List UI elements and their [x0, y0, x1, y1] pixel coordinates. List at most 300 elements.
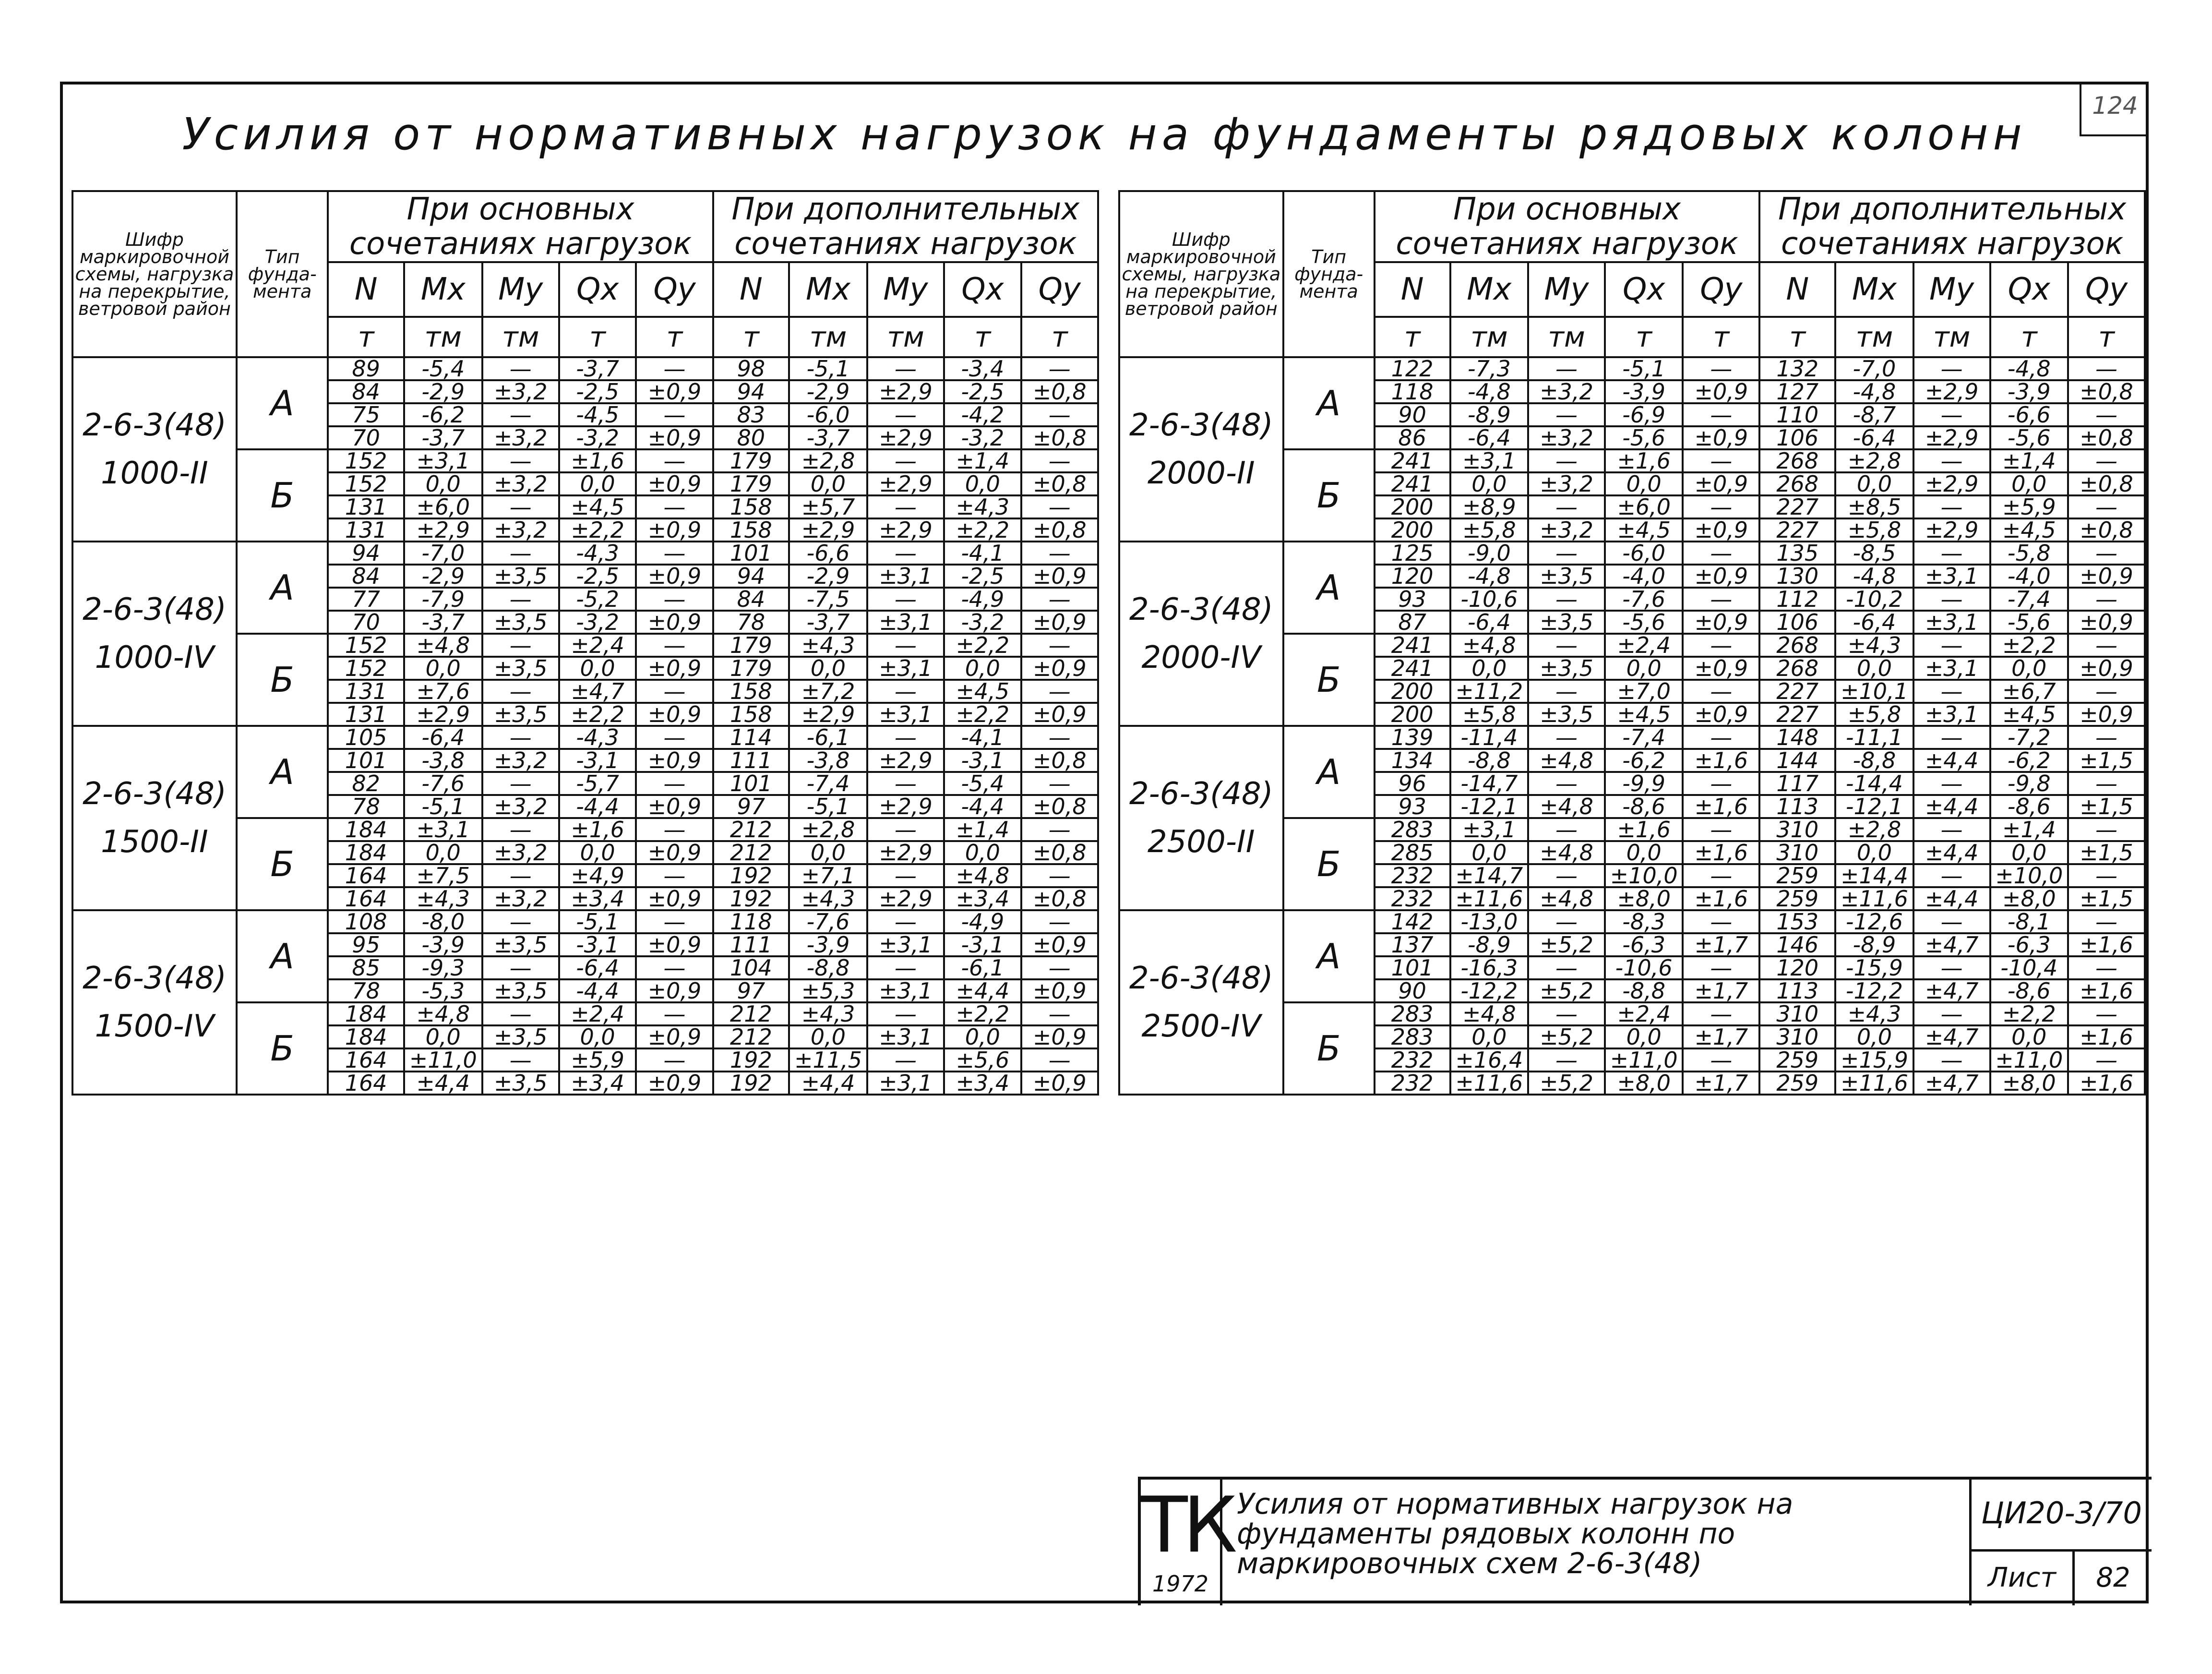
value-cell: -7,9 [404, 588, 482, 611]
unit-header: т [2068, 317, 2145, 357]
value-cell: 120 [1759, 956, 1835, 979]
value-cell: ±2,8 [1835, 449, 1913, 472]
value-cell: — [1021, 634, 1098, 657]
value-cell: ±1,5 [2068, 841, 2145, 864]
foundation-type-cell: А [237, 910, 328, 1002]
value-cell: 179 [713, 657, 789, 680]
value-cell: ±11,0 [1990, 1048, 2068, 1072]
value-cell: ±6,7 [1990, 680, 2068, 703]
extra-combinations-header: При дополнительных сочетаниях нагрузок [713, 191, 1098, 262]
value-cell: ±0,8 [2068, 472, 2145, 495]
value-cell: ±2,9 [867, 518, 944, 542]
stamp-description: Усилия от нормативных нагрузок на фундаменты рядовых колонн по маркировочных схем 2-6-3(48) [1237, 1487, 1794, 1580]
value-cell: 310 [1759, 818, 1835, 841]
value-cell: 0,0 [789, 1025, 867, 1048]
value-cell: ±2,9 [789, 518, 867, 542]
value-cell: 0,0 [789, 657, 867, 680]
value-cell: -6,3 [1605, 933, 1683, 956]
value-cell: — [867, 956, 944, 979]
sheet-label: Лист [1969, 1552, 2075, 1605]
scheme-code: 2-6-3(48) [83, 776, 227, 812]
value-cell: ±3,1 [867, 1072, 944, 1095]
scheme-load: 2000-II [1147, 456, 1255, 491]
value-cell: ±4,3 [789, 634, 867, 657]
value-cell: ±2,9 [867, 841, 944, 864]
value-cell: ±4,5 [1990, 703, 2068, 726]
value-cell: — [636, 864, 713, 887]
value-cell: ±0,9 [636, 749, 713, 772]
value-cell: — [1528, 357, 1605, 380]
value-cell: ±0,8 [1021, 380, 1098, 403]
value-cell: 0,0 [1450, 657, 1528, 680]
value-cell: 105 [328, 726, 404, 749]
value-cell: — [636, 726, 713, 749]
scheme-load: 2500-II [1147, 824, 1255, 860]
value-cell: ±0,9 [636, 426, 713, 449]
value-cell: — [1021, 726, 1098, 749]
scheme-code: 2-6-3(48) [1129, 592, 1273, 627]
value-cell: ±4,3 [1835, 1002, 1913, 1025]
value-cell: -6,1 [789, 726, 867, 749]
value-cell: -3,8 [404, 749, 482, 772]
value-cell: -7,3 [1450, 357, 1528, 380]
value-cell: — [1528, 956, 1605, 979]
value-cell: — [636, 449, 713, 472]
value-cell: ±4,4 [944, 979, 1021, 1002]
value-cell: ±0,9 [1683, 565, 1759, 588]
value-cell: ±4,7 [1913, 979, 1990, 1002]
value-cell: — [867, 495, 944, 518]
scheme-cell [72, 357, 237, 542]
value-cell: 0,0 [1990, 657, 2068, 680]
value-cell: 106 [1759, 426, 1835, 449]
value-cell: -14,4 [1835, 772, 1913, 795]
value-cell: — [1528, 403, 1605, 426]
value-cell: -7,6 [404, 772, 482, 795]
value-cell: ±0,9 [636, 518, 713, 542]
value-cell: -5,2 [559, 588, 636, 611]
value-cell: -3,9 [404, 933, 482, 956]
value-cell: ±4,3 [404, 887, 482, 910]
foundation-type-cell: А [1283, 910, 1375, 1002]
value-cell: — [482, 1002, 559, 1025]
value-cell: -5,6 [1990, 426, 2068, 449]
value-cell: ±3,1 [867, 933, 944, 956]
value-cell: ±3,5 [482, 565, 559, 588]
value-cell: ±3,2 [482, 518, 559, 542]
value-cell: 70 [328, 426, 404, 449]
value-cell: 241 [1375, 449, 1450, 472]
value-cell: -6,6 [789, 542, 867, 565]
value-cell: 164 [328, 1048, 404, 1072]
header-row-groups [1119, 191, 2145, 262]
value-cell: 232 [1375, 1072, 1450, 1095]
value-cell: 212 [713, 818, 789, 841]
value-cell: ±4,8 [1450, 1002, 1528, 1025]
value-cell: 158 [713, 495, 789, 518]
value-cell: ±11,0 [404, 1048, 482, 1072]
value-cell: ±2,9 [1913, 426, 1990, 449]
value-cell: ±1,6 [1683, 795, 1759, 818]
scheme-code: 2-6-3(48) [1129, 776, 1273, 812]
value-cell: ±0,9 [2068, 565, 2145, 588]
value-cell: — [1528, 1002, 1605, 1025]
value-cell: ±4,5 [1990, 518, 2068, 542]
foundation-type-cell: А [1283, 542, 1375, 634]
symbol-header: My [867, 262, 944, 317]
value-cell: ±11,5 [789, 1048, 867, 1072]
value-cell: ±5,8 [1835, 703, 1913, 726]
value-cell: -4,4 [559, 979, 636, 1002]
value-cell: 97 [713, 795, 789, 818]
scheme-code: 2-6-3(48) [83, 961, 227, 996]
value-cell: 0,0 [559, 841, 636, 864]
scheme-load: 1500-II [101, 824, 208, 860]
symbol-header: Qx [1990, 262, 2068, 317]
value-cell: 112 [1759, 588, 1835, 611]
value-cell: -5,1 [1605, 357, 1683, 380]
value-cell: ±2,2 [944, 518, 1021, 542]
value-cell: 152 [328, 634, 404, 657]
value-cell: — [482, 403, 559, 426]
value-cell: ±1,6 [2068, 1025, 2145, 1048]
value-cell: -16,3 [1450, 956, 1528, 979]
value-cell: 227 [1759, 703, 1835, 726]
value-cell: ±4,3 [944, 495, 1021, 518]
value-cell: — [1528, 910, 1605, 933]
value-cell: -3,1 [944, 749, 1021, 772]
value-cell: — [1683, 726, 1759, 749]
value-cell: -4,9 [944, 910, 1021, 933]
symbol-header: Qy [1683, 262, 1759, 317]
value-cell: -2,5 [559, 380, 636, 403]
value-cell: -11,4 [1450, 726, 1528, 749]
symbol-header: N [1375, 262, 1450, 317]
unit-header: т [944, 317, 1021, 357]
value-cell: 0,0 [1990, 1025, 2068, 1048]
value-cell: ±5,9 [1990, 495, 2068, 518]
value-cell: 93 [1375, 795, 1450, 818]
value-cell: 78 [328, 979, 404, 1002]
value-cell: ±8,9 [1450, 495, 1528, 518]
value-cell: -6,4 [404, 726, 482, 749]
scheme-code: 2-6-3(48) [1129, 408, 1273, 443]
value-cell: — [1683, 1002, 1759, 1025]
scheme-cell [1119, 910, 1283, 1095]
value-cell: -7,4 [789, 772, 867, 795]
value-cell: ±8,0 [1605, 1072, 1683, 1095]
value-cell: ±3,5 [1528, 657, 1605, 680]
value-cell: 0,0 [944, 841, 1021, 864]
value-cell: — [867, 1002, 944, 1025]
unit-header: тм [789, 317, 867, 357]
scheme-load: 1000-IV [95, 640, 215, 675]
value-cell: — [1683, 449, 1759, 472]
value-cell: — [1683, 1048, 1759, 1072]
value-cell: ±3,2 [482, 380, 559, 403]
value-cell: — [2068, 357, 2145, 380]
value-cell: ±0,8 [1021, 426, 1098, 449]
unit-header: тм [1528, 317, 1605, 357]
value-cell: 192 [713, 1072, 789, 1095]
value-cell: 110 [1759, 403, 1835, 426]
value-cell: — [2068, 634, 2145, 657]
unit-header: т [1683, 317, 1759, 357]
value-cell: ±0,9 [1021, 1072, 1098, 1095]
value-cell: ±8,0 [1990, 887, 2068, 910]
value-cell: — [1528, 1048, 1605, 1072]
value-cell: — [1528, 864, 1605, 887]
value-cell: ±4,8 [1528, 887, 1605, 910]
value-cell: -9,9 [1605, 772, 1683, 795]
value-cell: -3,2 [559, 426, 636, 449]
value-cell: — [482, 357, 559, 380]
value-cell: -7,0 [1835, 357, 1913, 380]
unit-header: тм [482, 317, 559, 357]
value-cell: ±4,8 [404, 634, 482, 657]
value-cell: -6,4 [1450, 611, 1528, 634]
unit-header: т [1375, 317, 1450, 357]
value-cell: 212 [713, 1025, 789, 1048]
value-cell: ±1,7 [1683, 1072, 1759, 1095]
value-cell: -5,6 [1605, 426, 1683, 449]
value-cell: ±0,8 [1021, 518, 1098, 542]
value-cell: -8,6 [1605, 795, 1683, 818]
value-cell: ±0,8 [1021, 841, 1098, 864]
value-cell: 78 [328, 795, 404, 818]
value-cell: 0,0 [404, 657, 482, 680]
value-cell: -5,4 [944, 772, 1021, 795]
value-cell: -5,1 [789, 357, 867, 380]
value-cell: 227 [1759, 495, 1835, 518]
value-cell: 241 [1375, 657, 1450, 680]
value-cell: 104 [713, 956, 789, 979]
value-cell: ±5,8 [1450, 703, 1528, 726]
value-cell: ±4,4 [404, 1072, 482, 1095]
value-cell: 259 [1759, 1072, 1835, 1095]
value-cell: — [867, 818, 944, 841]
value-cell: — [1021, 772, 1098, 795]
value-cell: — [482, 449, 559, 472]
value-cell: — [1528, 772, 1605, 795]
value-cell: 158 [713, 518, 789, 542]
value-cell: ±3,2 [482, 795, 559, 818]
scheme-load: 2000-IV [1141, 640, 1261, 675]
value-cell: -15,9 [1835, 956, 1913, 979]
foundation-type-cell: Б [1283, 1002, 1375, 1095]
value-cell: ±2,9 [789, 703, 867, 726]
value-cell: ±0,9 [2068, 611, 2145, 634]
value-cell: 84 [328, 380, 404, 403]
value-cell: -4,1 [944, 542, 1021, 565]
value-cell: -6,4 [559, 956, 636, 979]
value-cell: 0,0 [559, 657, 636, 680]
foundation-type-cell: А [237, 726, 328, 818]
value-cell: ±2,9 [1913, 380, 1990, 403]
value-cell: ±3,5 [482, 1025, 559, 1048]
value-cell: 179 [713, 449, 789, 472]
unit-header: т [713, 317, 789, 357]
value-cell: ±0,8 [1021, 472, 1098, 495]
value-cell: 80 [713, 426, 789, 449]
value-cell: ±15,9 [1835, 1048, 1913, 1072]
value-cell: ±4,5 [1605, 703, 1683, 726]
table-row [72, 357, 1098, 380]
value-cell: ±1,6 [2068, 979, 2145, 1002]
value-cell: 131 [328, 680, 404, 703]
value-cell: 0,0 [1835, 472, 1913, 495]
value-cell: ±4,3 [1835, 634, 1913, 657]
value-cell: -4,0 [1605, 565, 1683, 588]
value-cell: -3,1 [559, 933, 636, 956]
scheme-code: 2-6-3(48) [83, 408, 227, 443]
value-cell: -3,2 [944, 426, 1021, 449]
value-cell: 122 [1375, 357, 1450, 380]
foundation-type-cell: А [1283, 726, 1375, 818]
value-cell: ±3,1 [1913, 611, 1990, 634]
value-cell: -2,5 [559, 565, 636, 588]
value-cell: ±5,9 [559, 1048, 636, 1072]
value-cell: ±1,7 [1683, 979, 1759, 1002]
value-cell: ±7,1 [789, 864, 867, 887]
value-cell: — [867, 726, 944, 749]
value-cell: ±3,2 [1528, 426, 1605, 449]
symbol-header: Qy [1021, 262, 1098, 317]
value-cell: ±5,2 [1528, 1072, 1605, 1095]
value-cell: ±1,5 [2068, 795, 2145, 818]
value-cell: ±2,4 [1605, 1002, 1683, 1025]
foundation-type-cell: А [1283, 357, 1375, 449]
value-cell: -4,8 [1450, 565, 1528, 588]
value-cell: ±7,5 [404, 864, 482, 887]
value-cell: ±3,1 [867, 565, 944, 588]
table-row [1119, 357, 2145, 380]
scheme-cell [72, 542, 237, 726]
value-cell: ±0,8 [2068, 426, 2145, 449]
value-cell: — [1913, 864, 1990, 887]
value-cell: — [1528, 495, 1605, 518]
value-cell: ±0,8 [1021, 795, 1098, 818]
foundation-type-cell: А [237, 542, 328, 634]
value-cell: ±4,8 [1528, 749, 1605, 772]
value-cell: — [867, 403, 944, 426]
value-cell: — [1683, 634, 1759, 657]
value-cell: ±11,6 [1450, 1072, 1528, 1095]
value-cell: ±3,1 [867, 1025, 944, 1048]
value-cell: — [1913, 588, 1990, 611]
value-cell: -8,6 [1990, 795, 2068, 818]
value-cell: -9,0 [1450, 542, 1528, 565]
value-cell: ±4,7 [1913, 933, 1990, 956]
value-cell: ±3,1 [1450, 449, 1528, 472]
value-cell: ±3,2 [482, 426, 559, 449]
value-cell: 131 [328, 518, 404, 542]
symbol-header: My [482, 262, 559, 317]
scheme-code: 2-6-3(48) [1129, 961, 1273, 996]
value-cell: 142 [1375, 910, 1450, 933]
value-cell: 0,0 [944, 657, 1021, 680]
scheme-header: Шифр маркировочной схемы, нагрузка на перекрытие, ветровой район [72, 191, 237, 357]
symbol-header: Mx [789, 262, 867, 317]
value-cell: -6,4 [1450, 426, 1528, 449]
value-cell: -4,2 [944, 403, 1021, 426]
value-cell: 227 [1759, 518, 1835, 542]
value-cell: -4,4 [559, 795, 636, 818]
value-cell: ±2,2 [944, 634, 1021, 657]
value-cell: 0,0 [1835, 657, 1913, 680]
value-cell: 0,0 [559, 1025, 636, 1048]
value-cell: 98 [713, 357, 789, 380]
foundation-type-cell: Б [237, 449, 328, 542]
value-cell: ±3,5 [482, 703, 559, 726]
symbol-header: Qy [2068, 262, 2145, 317]
value-cell: -10,4 [1990, 956, 2068, 979]
value-cell: ±10,1 [1835, 680, 1913, 703]
type-header: Тип фунда-мента [1283, 191, 1375, 357]
value-cell: — [867, 542, 944, 565]
value-cell: ±0,9 [636, 979, 713, 1002]
value-cell: ±5,2 [1528, 1025, 1605, 1048]
value-cell: — [867, 864, 944, 887]
value-cell: 82 [328, 772, 404, 795]
symbol-header: Mx [404, 262, 482, 317]
value-cell: ±3,1 [867, 657, 944, 680]
value-cell: 179 [713, 634, 789, 657]
value-cell: — [482, 772, 559, 795]
value-cell: ±2,8 [789, 818, 867, 841]
value-cell: -4,1 [944, 726, 1021, 749]
value-cell: ±0,9 [636, 657, 713, 680]
value-cell: 0,0 [404, 841, 482, 864]
value-cell: — [1913, 910, 1990, 933]
value-cell: ±8,0 [1605, 887, 1683, 910]
value-cell: ±3,2 [1528, 380, 1605, 403]
value-cell: — [636, 910, 713, 933]
value-cell: 158 [713, 703, 789, 726]
value-cell: -10,6 [1450, 588, 1528, 611]
value-cell: — [1683, 357, 1759, 380]
symbol-header: N [328, 262, 404, 317]
value-cell: -5,6 [1990, 611, 2068, 634]
value-cell: — [482, 495, 559, 518]
value-cell: ±4,4 [1913, 841, 1990, 864]
value-cell: 283 [1375, 1002, 1450, 1025]
value-cell: ±2,9 [867, 887, 944, 910]
value-cell: ±16,4 [1450, 1048, 1528, 1072]
value-cell: ±2,2 [559, 703, 636, 726]
value-cell: ±2,8 [1835, 818, 1913, 841]
value-cell: 0,0 [1990, 841, 2068, 864]
value-cell: — [1021, 1002, 1098, 1025]
tk-year: 1972 [1152, 1571, 1209, 1597]
value-cell: — [1021, 495, 1098, 518]
value-cell: ±11,6 [1450, 887, 1528, 910]
value-cell: 0,0 [1605, 1025, 1683, 1048]
value-cell: 0,0 [1835, 841, 1913, 864]
value-cell: — [1683, 772, 1759, 795]
value-cell: 0,0 [1990, 472, 2068, 495]
value-cell: 259 [1759, 887, 1835, 910]
value-cell: -6,2 [404, 403, 482, 426]
value-cell: — [636, 588, 713, 611]
value-cell: 184 [328, 1025, 404, 1048]
value-cell: — [482, 910, 559, 933]
unit-header: т [559, 317, 636, 357]
table-row [72, 542, 1098, 565]
value-cell: ±1,6 [1683, 887, 1759, 910]
value-cell: ±2,9 [867, 749, 944, 772]
value-cell: — [1528, 449, 1605, 472]
